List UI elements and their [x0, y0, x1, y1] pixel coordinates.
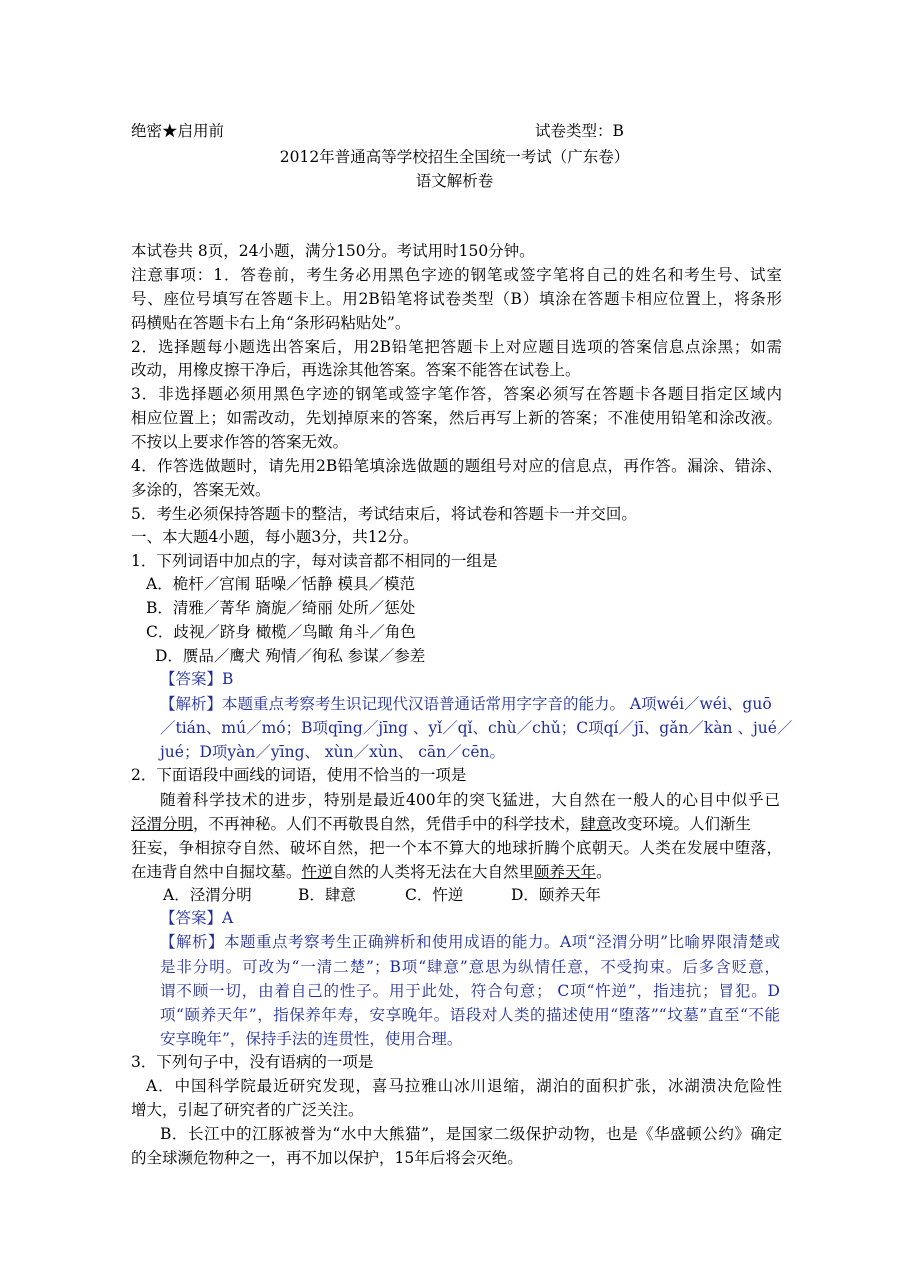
- secret-label: 绝密★启用前: [131, 122, 225, 140]
- underlined-term: 肆意: [580, 815, 612, 833]
- q2-option-a: A．泾渭分明: [163, 886, 252, 904]
- q2-stem: 2．下面语段中画线的词语，使用不恰当的一项是: [131, 766, 467, 784]
- q1-option-a: A．桅杆／宫闱 聒噪／恬静 模具／模范: [146, 575, 416, 593]
- q1-analysis-line-2: ／tián、mú／mó；B项qīng／jīng 、yǐ／qǐ、chù／chǔ；C项qí／jī、gǎn／kàn 、jué／: [160, 719, 793, 737]
- q2-passage-line-4: [131, 862, 612, 882]
- exam-subtitle: 语文解析卷: [415, 172, 494, 190]
- q3-option-a-line-2: 增大，引起了研究者的广泛关注。: [131, 1101, 364, 1119]
- q2-passage-line-3: 狂妄，争相掠夺自然、破坏自然，把一个本不算大的地球折腾个底朝天。人类在发展中堕落，: [131, 839, 782, 857]
- note-1-line-1: 注意事项：1．答卷前，考生务必用黑色字迹的钢笔或签字笔将自己的姓名和考生号、试室: [131, 266, 782, 284]
- q3-stem: 3．下列句子中，没有语病的一项是: [131, 1053, 374, 1071]
- passage-text: ，不再神秘。人们不再敬畏自然，凭借手中的科学技术，: [193, 815, 581, 833]
- q2-analysis-line-2: 是非分明。可改为“一清二楚”；B项“肆意”意思为纵情任意，不受拘束。后多含贬意，: [160, 958, 780, 976]
- passage-text: 在违背自然中自掘坟墓。: [131, 863, 302, 881]
- section-heading: 一、本大题4小题，每小题3分，共12分。: [131, 528, 419, 546]
- q3-option-b-line-1: B．长江中的江豚被誉为“水中大熊猫”，是国家二级保护动物，也是《华盛顿公约》确定: [160, 1125, 782, 1143]
- q2-analysis-line-1: 【解析】本题重点考察考生正确辨析和使用成语的能力。A项“泾渭分明”比喻界限清楚或: [160, 933, 780, 951]
- underlined-term: 忤逆: [301, 863, 333, 881]
- q2-option-b: B．肆意: [298, 886, 356, 904]
- note-3-line-2: 相应位置上；如需改动，先划掉原来的答案，然后再写上新的答案；不准使用铅笔和涂改液。: [131, 409, 782, 427]
- passage-text: 。: [596, 863, 612, 881]
- note-3-line-1: 3．非选择题必须用黑色字迹的钢笔或签字笔作答，答案必须写在答题卡各题目指定区域内: [131, 385, 782, 403]
- q3-option-b-line-2: 的全球濒危物种之一，再不加以保护，15年后将会灭绝。: [131, 1149, 523, 1167]
- underlined-term: 颐养天年: [534, 863, 597, 881]
- passage-text: 改变环境。人们渐生: [611, 815, 752, 833]
- q2-analysis-line-4: 项“颐养天年”，指保养年寿，安享晚年。语段对人类的描述使用“堕落”“坟墓”直至“不能: [160, 1006, 780, 1024]
- note-1-line-3: 码横贴在答题卡右上角“条形码粘贴处”。: [131, 314, 411, 332]
- paper-type: 试卷类型：B: [535, 122, 624, 140]
- q1-option-b: B．清雅／菁华 旖旎／绮丽 处所／惩处: [146, 599, 416, 617]
- q2-option-d: D．颐养天年: [511, 886, 601, 904]
- underlined-term: 泾渭分明: [131, 815, 194, 833]
- note-2-line-1: 2．选择题每小题选出答案后，用2B铅笔把答题卡上对应题目选项的答案信息点涂黑；如需: [131, 338, 782, 356]
- q1-analysis-line-1: 【解析】本题重点考察考生识记现代汉语普通话常用字字音的能力。 A项wéi／wéi、guō: [160, 695, 772, 713]
- q2-passage-line-2: [131, 814, 751, 834]
- q2-analysis-line-5: 安享晚年”，保持手法的连贯性，使用合理。: [160, 1030, 463, 1048]
- note-4-line-2: 多涂的，答案无效。: [131, 481, 271, 499]
- q1-option-d: D．赝品／鹰犬 殉情／徇私 参谋／参差: [155, 647, 426, 665]
- note-3-line-3: 不按以上要求作答的答案无效。: [131, 433, 349, 451]
- note-2-line-2: 改动，用橡皮擦干净后，再选涂其他答案。答案不能答在试卷上。: [131, 361, 581, 379]
- intro-line: 本试卷共 8页，24小题，满分150分。考试用时150分钟。: [131, 242, 535, 260]
- passage-text: 自然的人类将无法在大自然里: [332, 863, 535, 881]
- q1-option-c: C．歧视／跻身 橄榄／鸟瞰 角斗／角色: [146, 623, 416, 641]
- q1-analysis-line-3: jué；D项yàn／yīng、 xùn／xùn、 cān／cēn。: [160, 743, 505, 761]
- exam-title: 2012年普通高等学校招生全国统一考试（广东卷）: [279, 148, 630, 166]
- q3-option-a-line-1: A．中国科学院最近研究发现，喜马拉雅山冰川退缩，湖泊的面积扩张，冰湖溃决危险性: [146, 1077, 782, 1095]
- note-1-line-2: 号、座位号填写在答题卡上。用2B铅笔将试卷类型（B）填涂在答题卡相应位置上，将条形: [131, 290, 782, 308]
- note-5: 5．考生必须保持答题卡的整洁，考试结束后，将试卷和答题卡一并交回。: [131, 505, 637, 523]
- q2-analysis-line-3: 谓不顾一切，由着自己的性子。用于此处，符合句意； C项“忤逆”，指违抗；冒犯。D: [160, 982, 780, 1000]
- q2-option-c: C．忤逆: [405, 886, 464, 904]
- q1-answer: 【答案】B: [160, 670, 234, 688]
- q2-passage-line-1: 随着科学技术的进步，特别是最近400年的突飞猛进，大自然在一般人的心目中似乎已: [160, 791, 780, 809]
- q1-stem: 1．下列词语中加点的字，每对读音都不相同的一组是: [131, 552, 498, 570]
- q2-answer: 【答案】A: [160, 909, 234, 927]
- note-4-line-1: 4．作答选做题时，请先用2B铅笔填涂选做题的题组号对应的信息点，再作答。漏涂、错涂、: [131, 457, 782, 475]
